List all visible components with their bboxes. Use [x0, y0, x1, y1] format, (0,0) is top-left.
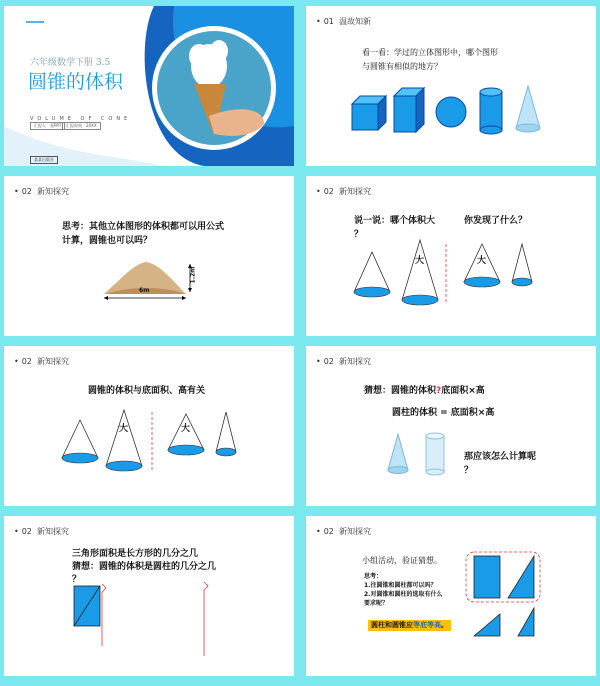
sphere-shape	[436, 97, 466, 127]
cone-cylinder-pair	[306, 346, 596, 506]
rectangle-triangle-figure	[306, 516, 596, 676]
big-label: 大	[477, 256, 487, 266]
english-title: VOLUME OF CONE	[30, 116, 132, 122]
presenter-tag: 汇报人：嘉PPT	[30, 122, 65, 130]
fraction-question: 三角形面积是长方形的几分之几 猜想：圆锥的体积是圆柱的几分之几 ？	[72, 549, 217, 585]
cube-shape	[352, 96, 386, 130]
slide-5-relation[interactable]	[4, 346, 294, 506]
slide-header: • 01 温故知新	[316, 17, 371, 26]
big-label: 大	[119, 424, 129, 434]
cone-comparison	[306, 176, 596, 336]
big-label: 大	[181, 424, 191, 434]
cylinder-formula: 圆柱的体积 = 底面积×高	[392, 408, 495, 418]
sand-pile	[4, 176, 294, 336]
cuboid-shape	[394, 88, 424, 132]
time-tag: 汇报时间：20XX	[62, 122, 101, 130]
think-question: 思考：其他立体图形的体积都可以用公式 计算，圆锥也可以吗？	[62, 222, 225, 246]
think-list: 思考： 1.往圆锥和圆柱都可以吗？ 2.对圆锥和圆柱的选取有什么 要求呢？	[364, 573, 443, 607]
relation-title: 圆锥的体积与底面积、高有关	[88, 386, 206, 396]
slide-3-think[interactable]	[4, 176, 294, 336]
publisher-tag: 某某出版社	[30, 156, 58, 164]
review-question: 看一看：学过的立体图形中，哪个图形 与圆锥有相似的地方？	[362, 48, 498, 71]
guess-formula: 猜想：圆锥的体积?底面积×高	[364, 386, 485, 396]
cylinder-shape	[480, 88, 502, 134]
discover-question: 你发现了什么？	[464, 216, 528, 226]
big-label: 大	[415, 256, 425, 266]
cone-comparison	[4, 346, 294, 506]
cone-shape	[516, 86, 540, 132]
slide-7-fraction[interactable]	[4, 516, 294, 676]
base-label: 6m	[139, 287, 150, 294]
slide-6-guess[interactable]	[306, 346, 596, 506]
compare-question: 说一说：哪个体积大 ？	[354, 216, 436, 240]
slide-1-title[interactable]	[4, 6, 294, 166]
solid-shapes	[306, 6, 596, 166]
how-question: 那应该怎么计算呢 ？	[464, 452, 537, 476]
subtitle: 六年级数学下册 3.5	[30, 58, 111, 68]
slide-header: • 02 新知探究	[316, 527, 371, 536]
slide-header: • 02 新知探究	[14, 527, 69, 536]
slide-header: • 02 新知探究	[316, 187, 371, 196]
slide-header: • 02 新知探究	[316, 357, 371, 366]
slide-4-compare[interactable]	[306, 176, 596, 336]
highlight-conclusion: 圆柱和圆锥应等底等高。	[368, 620, 451, 631]
slide-2-review[interactable]	[306, 6, 596, 166]
slide-header: • 02 新知探究	[14, 187, 69, 196]
rectangle-triangle-figure	[4, 516, 294, 676]
height-label: 1.2m	[189, 266, 197, 284]
page-title: 圆锥的体积	[28, 71, 124, 93]
activity-text: 小组活动，验证猜想。	[362, 556, 442, 565]
slide-8-activity[interactable]	[306, 516, 596, 676]
slide-header: • 02 新知探究	[14, 357, 69, 366]
